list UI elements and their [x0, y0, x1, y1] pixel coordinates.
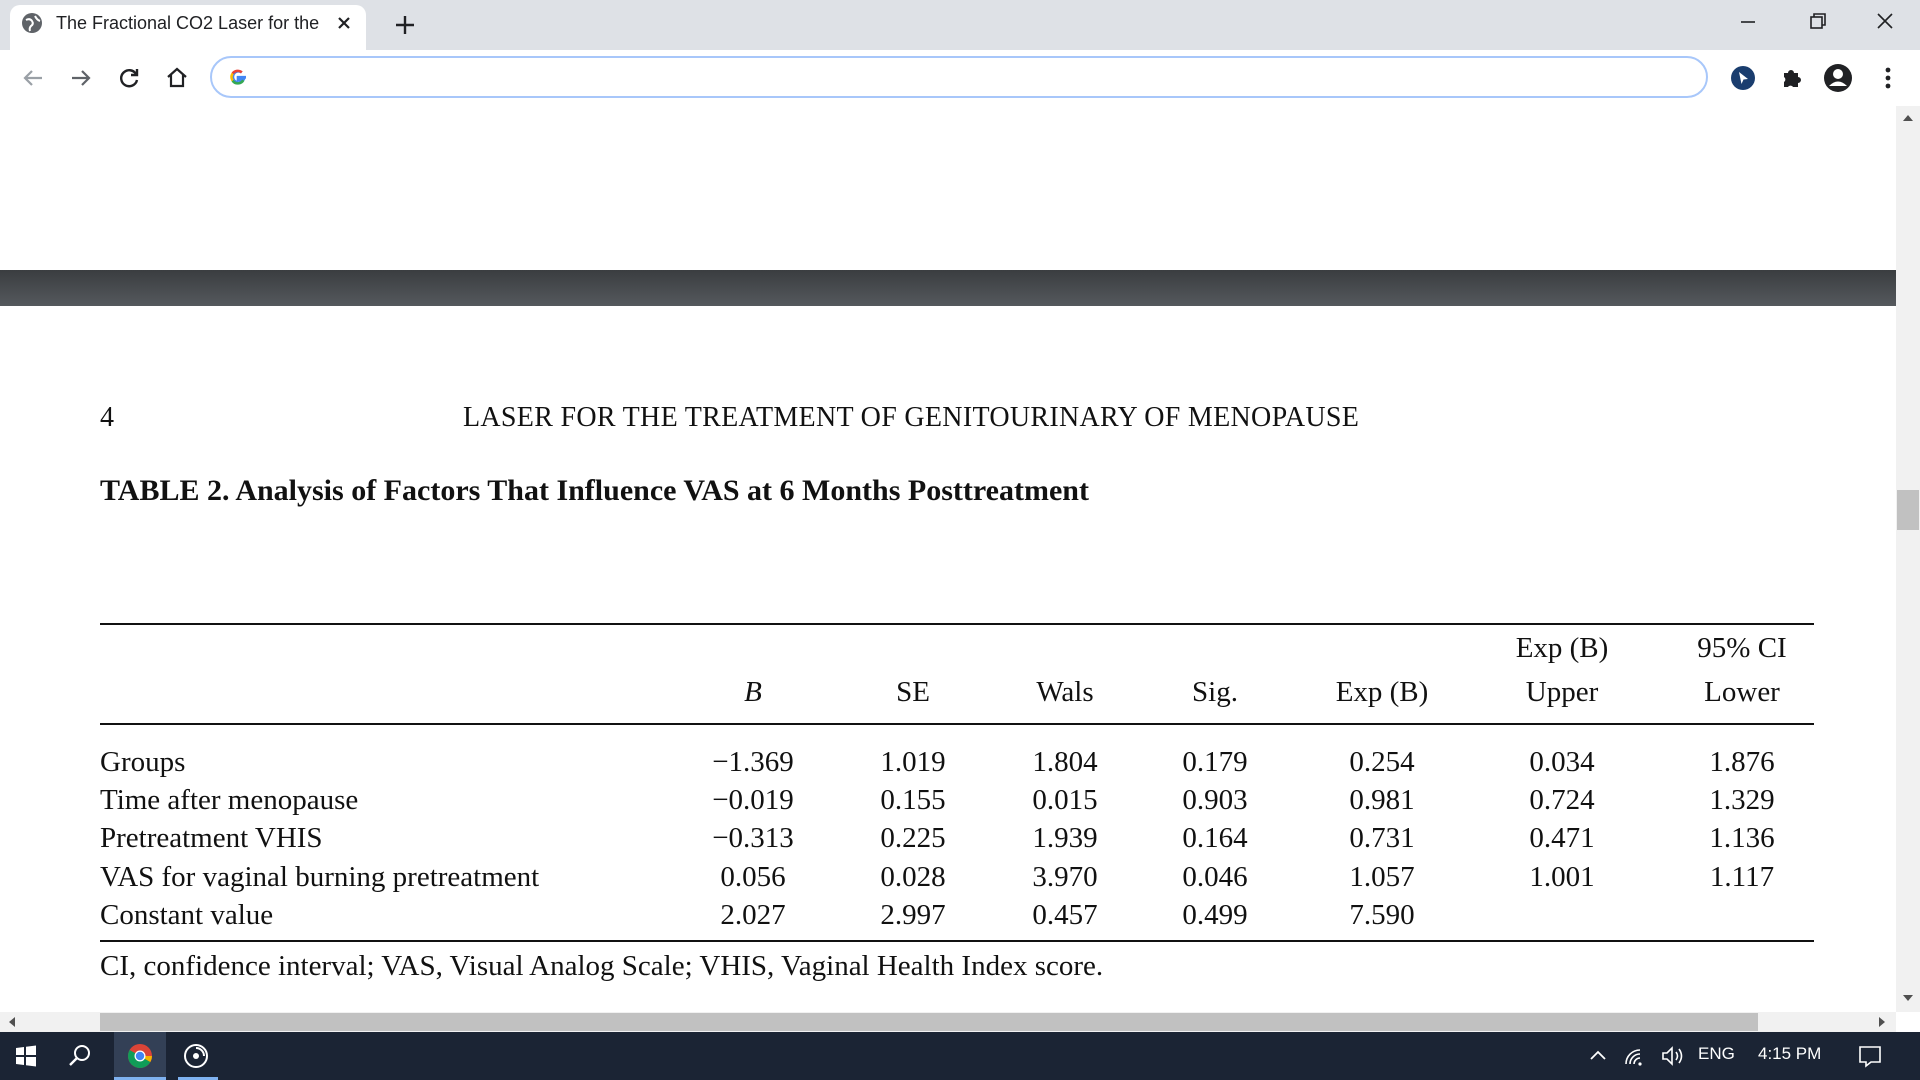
table-cell: 0.731: [1349, 822, 1415, 854]
table-cell: 1.057: [1349, 861, 1415, 893]
windows-start-icon[interactable]: [8, 1038, 44, 1074]
table-bottom-rule: [100, 940, 1814, 942]
new-tab-plus-icon[interactable]: [390, 10, 420, 40]
table-cell: 1.001: [1529, 861, 1595, 893]
table-cell: 1.329: [1709, 784, 1775, 816]
media-app-icon[interactable]: [178, 1038, 214, 1074]
header-top-exp-b-upper: [1492, 632, 1632, 665]
header-exp-b: Exp (B): [1335, 676, 1429, 708]
row-label: VAS for vaginal burning pretreatment: [100, 861, 540, 893]
header-top-ci: [1670, 632, 1814, 665]
header-top-text: Exp (B): [1515, 632, 1609, 664]
globe-icon: [20, 11, 44, 35]
page-separator-band: [0, 270, 1896, 306]
row-label: Pretreatment VHIS: [100, 822, 323, 854]
scroll-left-arrow-icon[interactable]: [2, 1012, 22, 1032]
address-input[interactable]: [262, 60, 1686, 96]
table-cell: −0.313: [712, 822, 794, 854]
vertical-scroll-thumb[interactable]: [1897, 490, 1919, 530]
table-cell: 0.225: [880, 822, 946, 854]
table-cell: 2.027: [720, 899, 786, 931]
vertical-scrollbar[interactable]: [1896, 106, 1920, 1012]
horizontal-scroll-thumb[interactable]: [100, 1013, 1758, 1031]
close-window-icon[interactable]: [1868, 8, 1902, 36]
header-wals: Wals: [1036, 676, 1094, 708]
table-cell: 0.179: [1182, 746, 1248, 778]
table-cell: 0.028: [880, 861, 946, 893]
google-g-icon: [226, 65, 250, 89]
table-cell: 0.034: [1529, 746, 1595, 778]
page-number: 4: [100, 402, 114, 433]
table-footnote: CI, confidence interval; VAS, Visual Analog Scale; VHIS, Vaginal Health Index score.: [100, 950, 1104, 982]
table-cell: 0.471: [1529, 822, 1595, 854]
table-cell: 0.155: [880, 784, 946, 816]
header-sig: Sig.: [1192, 676, 1238, 708]
table-cell: −1.369: [712, 746, 794, 778]
header-se: SE: [896, 676, 930, 708]
notification-center-icon[interactable]: [1852, 1038, 1888, 1074]
row-label: Constant value: [100, 899, 274, 931]
table-cell: 1.939: [1032, 822, 1098, 854]
restore-icon[interactable]: [1800, 8, 1834, 36]
header-b: B: [744, 676, 762, 708]
table-cell: 1.117: [1709, 861, 1775, 893]
clock[interactable]: 4:15 PM: [1758, 1044, 1822, 1063]
close-tab-icon[interactable]: [332, 11, 356, 35]
table-cell: 1.019: [880, 746, 946, 778]
header-upper: Upper: [1525, 676, 1599, 708]
table-cell: 0.981: [1349, 784, 1415, 816]
table-cell: 0.046: [1182, 861, 1248, 893]
cursor-extension-icon[interactable]: [1728, 63, 1758, 93]
chevron-up-icon[interactable]: [1580, 1038, 1616, 1074]
table-cell: 0.015: [1032, 784, 1098, 816]
reload-icon[interactable]: [114, 63, 144, 93]
table-cell: 0.499: [1182, 899, 1248, 931]
table-caption: TABLE 2. Analysis of Factors That Influence VAS at 6 Months Posttreatment: [100, 474, 1089, 507]
table-cell: 0.457: [1032, 899, 1098, 931]
network-wifi-icon[interactable]: [1618, 1038, 1654, 1074]
table-cell: 1.876: [1709, 746, 1775, 778]
table-cell: 0.254: [1349, 746, 1415, 778]
search-icon[interactable]: [62, 1038, 98, 1074]
table-cell: 0.903: [1182, 784, 1248, 816]
table-cell: 2.997: [880, 899, 946, 931]
language-indicator[interactable]: ENG: [1698, 1044, 1735, 1063]
back-arrow-icon[interactable]: [18, 63, 48, 93]
chrome-icon[interactable]: [122, 1038, 158, 1074]
table-cell: 3.970: [1032, 861, 1098, 893]
extensions-puzzle-icon[interactable]: [1776, 63, 1806, 93]
running-head: LASER FOR THE TREATMENT OF GENITOURINARY OF MENOPAUSE: [463, 402, 1360, 433]
row-label: Groups: [100, 746, 186, 778]
header-lower: Lower: [1704, 676, 1780, 708]
table-cell: 1.136: [1709, 822, 1775, 854]
minimize-icon[interactable]: [1731, 8, 1765, 36]
tab-title: The Fractional CO2 Laser for the: [56, 13, 320, 33]
scroll-up-arrow-icon[interactable]: [1898, 108, 1918, 128]
scroll-down-arrow-icon[interactable]: [1898, 988, 1918, 1008]
scroll-right-arrow-icon[interactable]: [1872, 1012, 1892, 1032]
volume-icon[interactable]: [1654, 1038, 1690, 1074]
table-cell: −0.019: [712, 784, 794, 816]
table-cell: 0.724: [1529, 784, 1595, 816]
table-header-rule: [100, 723, 1814, 725]
table-top-rule: [100, 623, 1814, 625]
table-cell: 7.590: [1349, 899, 1415, 931]
header-top-text: 95% CI: [1697, 632, 1787, 664]
table-cell: 1.804: [1032, 746, 1098, 778]
table-cell: 0.164: [1182, 822, 1248, 854]
profile-avatar-icon[interactable]: [1823, 63, 1853, 93]
home-icon[interactable]: [162, 63, 192, 93]
menu-kebab-icon[interactable]: [1873, 63, 1903, 93]
row-label: Time after menopause: [100, 784, 359, 816]
table-cell: 0.056: [720, 861, 786, 893]
forward-arrow-icon[interactable]: [66, 63, 96, 93]
